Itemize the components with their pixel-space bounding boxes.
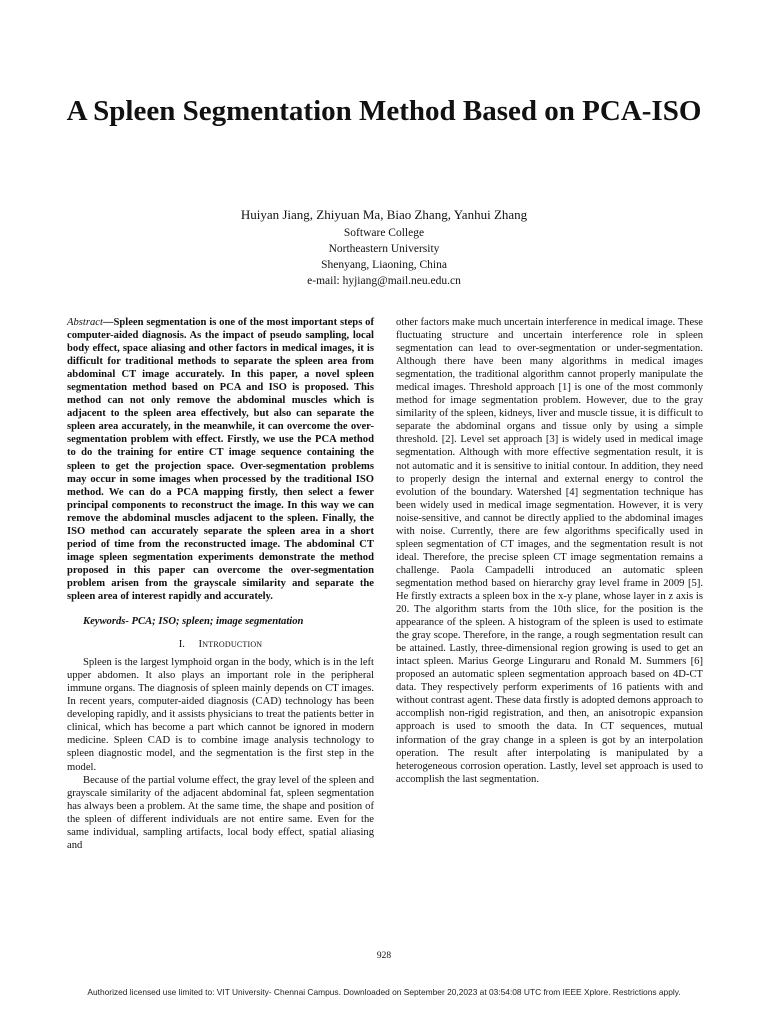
intro-paragraph-1: Spleen is the largest lymphoid organ in the body, which is in the left upper abdomen. It also plays an important role in the peripheral immune organs. The diagnosis of spleen mainly depends on CT images. In recent years, computer-aided diagnosis (CAD) technology has been developing rapidly, and it assists physicians to treat the patients better in clinical, which has become a part which cannot be ignored in modern medicine. Spleen CAD is to combine image analysis technology to spleen diagnostic model, and the segmentation is the first step in the model. — [67, 657, 374, 773]
license-footer: Authorized licensed use limited to: VIT University- Chennai Campus. Downloaded on September 20,2023 at 03:54:08 UTC from IEEE Xplore. Restrictions apply. — [87, 987, 681, 997]
affiliation-department: Software College — [343, 227, 425, 239]
intro-paragraph-2: Because of the partial volume effect, the gray level of the spleen and grayscale similarity of the adjacent abdominal fat, spleen segmentation has always been a problem. At the same time, the shape and position of the spleen of different individuals are not entire same. Even for the same individual, sampling artifacts, local body effect, spatial aliasing and — [67, 774, 374, 851]
abstract-label: Abstract — [67, 317, 103, 328]
affiliation-block — [0, 225, 768, 289]
affiliation-university: Northeastern University — [328, 243, 440, 255]
author-list: Huiyan Jiang, Zhiyuan Ma, Biao Zhang, Yanhui Zhang — [240, 207, 528, 222]
affiliation-location: Shenyang, Liaoning, China — [321, 259, 447, 271]
abstract-paragraph — [67, 316, 374, 603]
page-number: 928 — [376, 951, 392, 961]
section-heading-introduction — [67, 638, 374, 651]
keywords: Keywords- PCA; ISO; spleen; image segmentation — [83, 616, 304, 628]
abstract-dash: — — [102, 317, 114, 328]
section-title: Introduction — [198, 638, 263, 651]
section-number: I. — [178, 638, 185, 651]
paper-title: A Spleen Segmentation Method Based on PCA-ISO — [66, 95, 702, 127]
affiliation-email: e-mail: hyjiang@mail.neu.edu.cn — [307, 275, 461, 287]
right-column-paragraph: other factors make much uncertain interference in medical image. These fluctuating structure and uncertain interference role in spleen segmentation can lead to over-segmentation or under-segmentation. Although there have been many algorithms in medical images segmentation, the traditional algorithm cannot properly manipulate the medical images. Threshold approach [1] is one of the most commonly method for image segmentation problem. However, due to the gray similarity of the spleen, kidneys, liver and muscle tissue, it is difficult to separate the abdominal organs and tissue only by using a simple threshold. [2]. Level set approach [3] is widely used in medical image segmentation. Although with more effective segmentation result, it is not automatic and it is sensitive to initial contour. In addition, they need to properly design the internal and external energy to control the evolution of the boundary. Watershed [4] segmentation technique has been widely used in medical image segmentation. However, it is very noise-sensitive, and cannot be directly applied to the abdominal images with noise. Currently, there are few algorithms specifically used in spleen segmentation of CT images, and the segmentation result is not ideal. Therefore, the precise spleen CT image segmentation remains a challenge. Paola Campadelli introduced an automatic spleen segmentation method based on hierarchy gray level frame in 2009 [5]. He firstly extracts a spleen box in the x-y plane, whose layer in z axis is 20. The algorithm starts from the 10th slice, for the position is the appearance of the spleen. A histogram of the spleen is used to estimate the gray scope. Therefore, in the range, a rough segmentation result can be attained. Lastly, three-dimensional region growing is used to get an intact spleen. Marius George Linguraru and Ronald M. Summers [6] proposed an automatic spleen segmentation approach based on 4D-CT data. They respectively perform experiments of 16 patients with and without contrast agent. These data firstly is adopted demons approach to accomplish non-rigid registration, and then, an anisotropic expansion approach is used to smooth the data. In CT sequences, mutual information of the gray change in a spleen is got by an interpolation operation. The result after interpolating is manipulated by a heterogeneous corrosion operation. Lastly, level set approach is used to accomplish the last segmentation. — [396, 317, 703, 785]
right-column — [396, 316, 703, 786]
abstract-text: Spleen segmentation is one of the most important steps of computer-aided diagnosis. As the impact of pseudo sampling, local body effect, space aliasing and other factors in medical images, it is difficult for traditional methods to separate the spleen area from abdominal CT image accurately. In this paper, a novel spleen segmentation method based on PCA and ISO is proposed. This method can not only remove the abdominal muscles which is adjacent to the spleen area effectively, but also can separate the spleen area accurately, in the meanwhile, it can overcome the over-segmentation problem with effect. Firstly, we use the PCA method to do the training for entire CT image sequence containing the spleen to get the projection space. Over-segmentation problems may occur in some images when processed by the traditional ISO method. We can do a PCA mapping firstly, then select a fewer principal components to reconstruct the image. In this way we can remove the abdominal muscles adjacent to the spleen. Finally, the ISO method can accurately separate the spleen area in a short period of time from the reconstructed image. The abdominal CT image spleen segmentation experiments demonstrate the method proposed in this paper can overcome the over-segmentation problem arisen from the grayscale similarity and separate the spleen area of interest rapidly and accurately. — [67, 317, 374, 602]
left-column — [67, 316, 374, 852]
